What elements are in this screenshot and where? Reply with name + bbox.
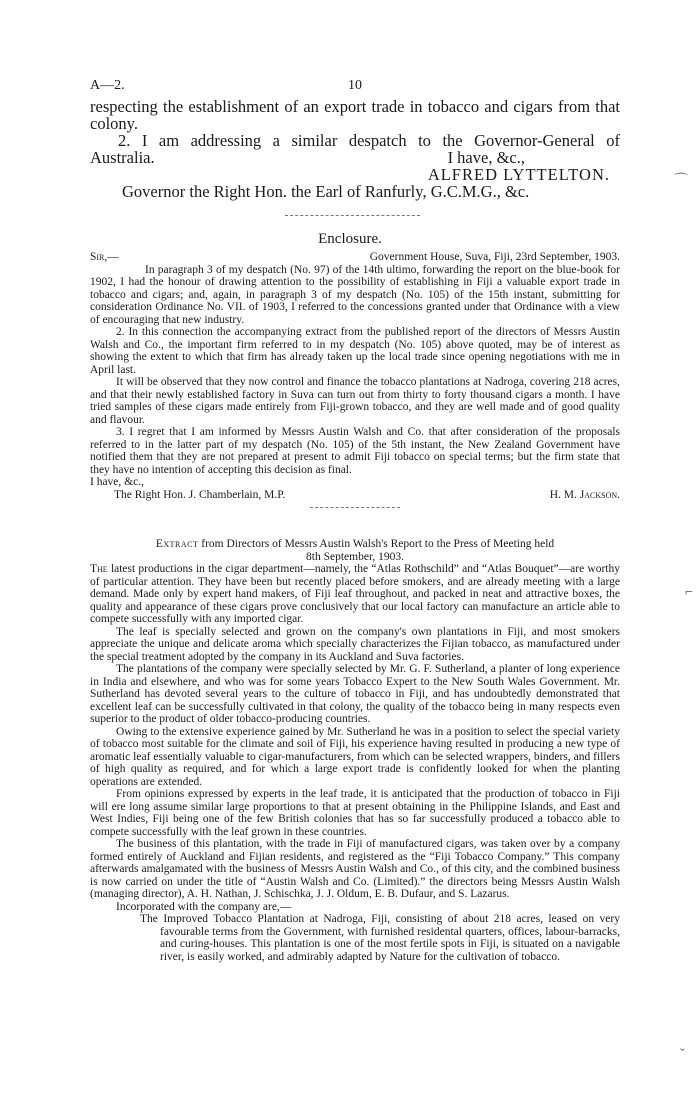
margin-pencil-mark: ⌒ (674, 174, 688, 189)
address-date: Government House, Suva, Fiji, 23rd September, 1903. (369, 251, 620, 263)
lead-line-1: respecting the establishment of an export trade in tobacco and cigars from that (90, 97, 620, 116)
enclosure-title: Enclosure. (318, 231, 382, 247)
enclosure-letter (90, 251, 620, 501)
para-2-australia: Australia. (90, 148, 155, 167)
extract-first-word: The (90, 563, 108, 575)
closing-i-have: I have, &c., (90, 476, 144, 488)
page-number: 10 (348, 78, 362, 93)
letter-header (90, 251, 620, 264)
extract-paragraph-1 (90, 563, 620, 626)
enclosure-paragraph-1: In paragraph 3 of my despatch (No. 97) of the 14th ultimo, forwarding the report on the blue-book for 1902, I had the honour of drawing attention to the possibility of establishing in Fiji a valuable export trade in tobacco and cigars; and, again, in paragraph 3 of my despatch (No. 105) of the 15th instant, submitting for consideration Ordinance No. VII. of 1903, I referred to the concessions granted under that Ordinance with a view of encouraging that new industry. (90, 263, 620, 326)
extract-paragraph-6: The business of this plantation, with the trade in Fiji of manufactured cigars, was taken over by a company formed entirely of Auckland and Fijian residents, and registered as the “Fiji Tobacco Company.” This company afterwards amalgamated with the business of Messrs Austin Walsh and Co., of this city, and the combined business is now carried on under the title of “Austin Walsh and Co. (Limited).” the directors being Messrs Austin Walsh (managing director), A. H. Nathan, J. Schischka, J. J. Oldum, E. B. Dufaur, and S. Lazarus. (90, 838, 620, 900)
para-2-line-2 (90, 149, 620, 166)
closing-rule (310, 507, 400, 508)
extract-section (90, 538, 620, 963)
extract-paragraph-7: Incorporated with the company are,— (116, 900, 292, 913)
extract-paragraph-2: The leaf is specially selected and grown on the company's own plantations in Fiji, and most smokers appreciate the unique and delicate aroma which specially characterizes the Fijian tobacco, as manufactured under the special treatment adopted by the company in its Auckland and Suva factories. (90, 625, 620, 663)
enclosure-paragraph-4: 3. I regret that I am informed by Messrs Austin Walsh and Co. that after consideration of the proposals referred to in the latter part of my despatch (No. 105) of the 5th instant, the New Zealand Government have notified them that they are not prepared at present to admit Fiji tobacco on special terms; but the firm state that they have no intention of accepting this decision as final. (90, 426, 620, 476)
enclosure-paragraph-3: It will be observed that they now control and finance the tobacco plantations at Nadroga, covering 218 acres, and that their newly established factory in Suva can turn out from thirty to forty thousand cigars a month. I have tried samples of these cigars made entirely from Fiji-grown tobacco, and they are well made and of good quality and flavour. (90, 376, 620, 426)
extract-heading-line-1 (90, 538, 620, 551)
closing-names (90, 489, 620, 502)
sender-jackson: H. M. Jackson. (549, 488, 620, 501)
salutation: Sir,— (90, 251, 119, 263)
margin-pencil-mark: ˇ (680, 1047, 685, 1062)
despatch-closing (90, 98, 620, 200)
para-2-line-1: 2. I am addressing a similar despatch to the Governor-General of (118, 131, 620, 150)
recipient-chamberlain: The Right Hon. J. Chamberlain, M.P. (114, 488, 286, 501)
margin-pencil-mark: ⌐ (685, 585, 693, 600)
extract-heading-rest: from Directors of Messrs Austin Walsh's Report to the Press of Meeting held (201, 538, 555, 550)
document-reference: A—2. (90, 78, 125, 93)
lead-line-2: colony. (90, 114, 138, 133)
extract-paragraph-3: The plantations of the company were specially selected by Mr. G. F. Sutherland, a planter of long experience in India and elsewhere, and who was for some years Tobacco Expert to the New South Wales Government. Mr. Sutherland has devoted several years to the culture of tobacco in Fiji, and has undoubtedly demonstrated that excellent leaf can be successfully cultivated in that colony, the quality of the tobacco being in many respects even superior to the product of older tobacco-producing countries. (90, 663, 620, 725)
extract-heading (90, 538, 620, 563)
extract-heading-date: 8th September, 1903. (306, 550, 404, 563)
addressee-ranfurly: Governor the Right Hon. the Earl of Ranfurly, G.C.M.G., &c. (122, 182, 530, 201)
extract-label: Extract (155, 538, 199, 550)
signatory-lyttelton: ALFRED LYTTELTON. (427, 165, 610, 184)
section-divider (285, 215, 420, 216)
extract-paragraph-4: Owing to the extensive experience gained by Mr. Sutherland he was in a position to select the special variety of tobacco most suitable for the climate and soil of Fiji, his experience having resulted in producing a new type of aromatic leaf essentially valuable to cigar-manufacturers, from which can be selected wrappers, binders, and fillers of high quality as required, and for which a large export trade is confidently looked for when the planting operations are extended. (90, 725, 620, 788)
extract-paragraph-8: The Improved Tobacco Plantation at Nadroga, Fiji, consisting of about 218 acres, leased on very favourable terms from the Government, with furnished residental quarters, offices, labour-barracks, and curing-houses. This plantation is one of the most fertile spots in Fiji, is situated on a navigable river, is easily worked, and admirably adapted by Nature for the cultivation of tobacco. (140, 913, 620, 963)
enclosure-paragraph-2: 2. In this connection the accompanying extract from the published report of the directors of Messrs Austin Walsh and Co., the important firm referred to in my despatch (No. 105) above quoted, may be of interest as showing the extent to which that firm has already taken up the local trade since opening negotiations with me in April last. (90, 326, 620, 376)
extract-paragraph-1-text: latest productions in the cigar department—namely, the “Atlas Rothschild” and “Atlas Bouquet”—are worthy of particular attention. They have been but recently placed before smokers, and are already meeting with a large demand. Made only by expert hand makers, of Fiji leaf throughout, and packed in neat and attractive boxes, the quality and appearance of these cigars prove conclusively that our local factory can manufacture an article able to compete successfully with any imported cigar. (90, 563, 620, 625)
extract-paragraph-5: From opinions expressed by experts in the leaf trade, it is anticipated that the production of tobacco in Fiji will ere long assume similar large proportions to that at present obtaining in the Philippine Islands, and East and West Indies, Fiji being one of the few British colonies that has so far successfully produced a tobacco able to compete successfully with the leaf grown in these countries. (90, 788, 620, 838)
i-have-etc: I have, &c., (447, 148, 525, 167)
